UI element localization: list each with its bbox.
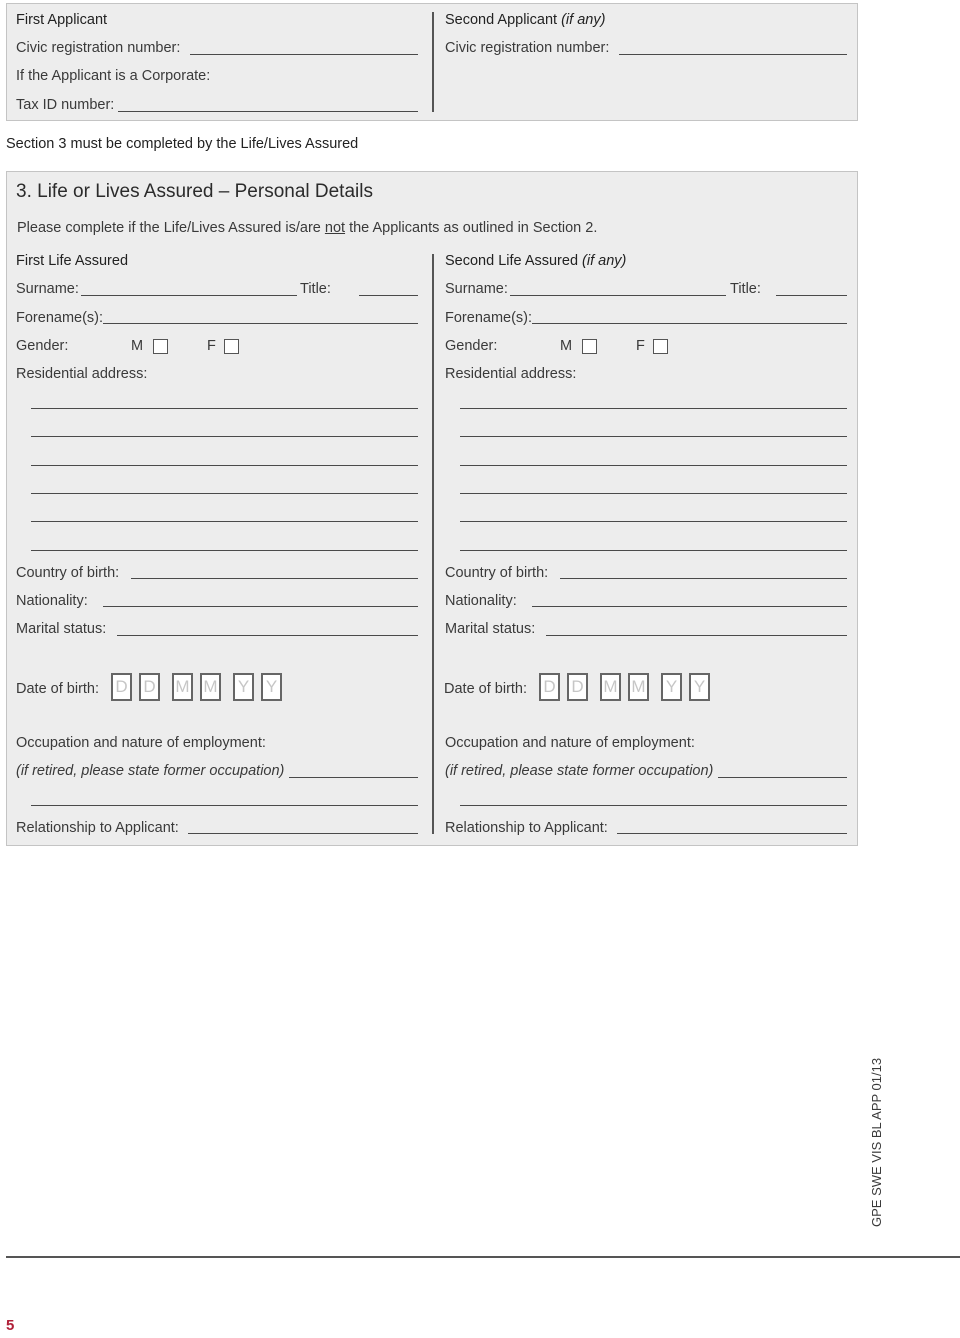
marital-status-field[interactable] <box>546 635 847 636</box>
nationality-label: Nationality: <box>445 593 517 609</box>
occupation-field[interactable] <box>718 777 847 778</box>
second-civic-number-label: Civic registration number: <box>445 40 610 56</box>
surname-field[interactable] <box>81 295 297 296</box>
second-applicant-heading-suffix: (if any) <box>561 12 606 28</box>
gender-label: Gender: <box>16 338 69 354</box>
relationship-label: Relationship to Applicant: <box>445 820 608 836</box>
occupation-field[interactable] <box>289 777 418 778</box>
section3-title: 3. Life or Lives Assured – Personal Details <box>16 181 373 202</box>
second-life-heading <box>445 252 626 270</box>
address-line-field[interactable] <box>460 465 847 466</box>
gender-m-label: M <box>560 338 573 354</box>
corporate-label: If the Applicant is a Corporate: <box>16 68 211 84</box>
gender-f-label: F <box>636 338 645 354</box>
retired-note: (if retired, please state former occupation) <box>16 763 285 779</box>
applicants-box <box>6 3 858 121</box>
marital-status-label: Marital status: <box>16 621 107 637</box>
title-label: Title: <box>300 281 331 297</box>
nationality-field[interactable] <box>103 606 418 607</box>
column-divider <box>432 12 434 112</box>
dob-month-box[interactable]: M <box>200 673 221 701</box>
page-number: 5 <box>6 1317 15 1334</box>
section-note: Section 3 must be completed by the Life/Lives Assured <box>6 136 359 152</box>
retired-note: (if retired, please state former occupation) <box>445 763 714 779</box>
occupation-line-field[interactable] <box>31 805 418 806</box>
forename-field[interactable] <box>532 323 847 324</box>
marital-status-label: Marital status: <box>445 621 536 637</box>
surname-field[interactable] <box>510 295 726 296</box>
column-divider <box>432 254 434 834</box>
title-field[interactable] <box>359 295 418 296</box>
country-of-birth-field[interactable] <box>560 578 847 579</box>
address-line-field[interactable] <box>460 408 847 409</box>
intro-emphasis: not <box>324 220 346 236</box>
address-label: Residential address: <box>445 366 577 382</box>
second-applicant-heading-text: Second Applicant <box>445 12 558 28</box>
occupation-line-field[interactable] <box>460 805 847 806</box>
address-line-field[interactable] <box>31 408 418 409</box>
dob-year-box[interactable]: Y <box>261 673 282 701</box>
section3-box <box>6 171 858 846</box>
address-label: Residential address: <box>16 366 148 382</box>
forename-label: Forename(s): <box>16 310 104 326</box>
address-line-field[interactable] <box>460 550 847 551</box>
address-line-field[interactable] <box>460 436 847 437</box>
second-civic-number-field[interactable] <box>619 54 847 55</box>
relationship-field[interactable] <box>188 833 418 834</box>
second-life-heading-text: Second Life Assured <box>445 253 579 269</box>
dob-month-box[interactable]: M <box>628 673 649 701</box>
form-code: GPE SWE VIS BL APP 01/13 <box>869 1057 884 1227</box>
intro-text-after: the Applicants as outlined in Section 2. <box>349 220 598 236</box>
country-of-birth-label: Country of birth: <box>16 565 120 581</box>
nationality-field[interactable] <box>532 606 847 607</box>
dob-year-box[interactable]: Y <box>233 673 254 701</box>
dob-year-box[interactable]: Y <box>661 673 682 701</box>
dob-year-box[interactable]: Y <box>689 673 710 701</box>
dob-day-box[interactable]: D <box>567 673 588 701</box>
dob-label: Date of birth: <box>444 681 528 697</box>
tax-id-label: Tax ID number: <box>16 97 115 113</box>
marital-status-field[interactable] <box>117 635 418 636</box>
second-life-heading-suffix: (if any) <box>582 253 627 269</box>
first-applicant-heading: First Applicant <box>16 12 108 28</box>
dob-month-box[interactable]: M <box>600 673 621 701</box>
gender-m-checkbox[interactable] <box>153 339 168 354</box>
address-line-field[interactable] <box>460 493 847 494</box>
gender-f-checkbox[interactable] <box>653 339 668 354</box>
country-of-birth-field[interactable] <box>131 578 418 579</box>
forename-label: Forename(s): <box>445 310 533 326</box>
address-line-field[interactable] <box>31 550 418 551</box>
address-line-field[interactable] <box>31 436 418 437</box>
title-field[interactable] <box>776 295 847 296</box>
gender-f-checkbox[interactable] <box>224 339 239 354</box>
first-life-heading: First Life Assured <box>16 253 129 269</box>
dob-month-box[interactable]: M <box>172 673 193 701</box>
relationship-field[interactable] <box>617 833 847 834</box>
dob-day-box[interactable]: D <box>111 673 132 701</box>
occupation-label: Occupation and nature of employment: <box>445 735 695 751</box>
relationship-label: Relationship to Applicant: <box>16 820 179 836</box>
address-line-field[interactable] <box>460 521 847 522</box>
surname-label: Surname: <box>16 281 79 297</box>
gender-label: Gender: <box>445 338 498 354</box>
gender-f-label: F <box>207 338 216 354</box>
dob-day-box[interactable]: D <box>139 673 160 701</box>
tax-id-field[interactable] <box>118 111 418 112</box>
address-line-field[interactable] <box>31 493 418 494</box>
civic-number-field[interactable] <box>190 54 418 55</box>
address-line-field[interactable] <box>31 465 418 466</box>
title-label: Title: <box>730 281 761 297</box>
surname-label: Surname: <box>445 281 508 297</box>
second-applicant-heading <box>445 11 605 29</box>
gender-m-label: M <box>131 338 144 354</box>
country-of-birth-label: Country of birth: <box>445 565 549 581</box>
footer-divider <box>6 1256 960 1258</box>
address-line-field[interactable] <box>31 521 418 522</box>
forename-field[interactable] <box>103 323 418 324</box>
civic-number-label: Civic registration number: <box>16 40 181 56</box>
dob-label: Date of birth: <box>16 681 100 697</box>
first-life-column <box>7 172 432 847</box>
gender-m-checkbox[interactable] <box>582 339 597 354</box>
second-life-column <box>436 172 859 847</box>
occupation-label: Occupation and nature of employment: <box>16 735 266 751</box>
nationality-label: Nationality: <box>16 593 88 609</box>
dob-day-box[interactable]: D <box>539 673 560 701</box>
intro-text-before: Please complete if the Life/Lives Assured is/are <box>17 220 321 236</box>
